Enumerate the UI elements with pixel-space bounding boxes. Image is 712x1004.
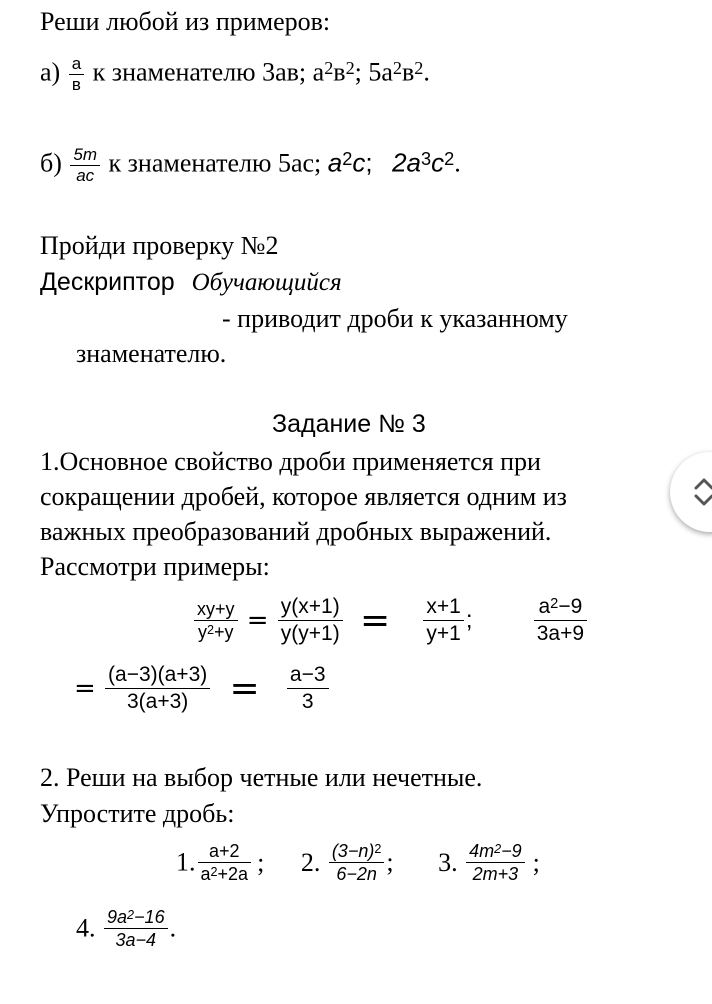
example-b <box>40 145 461 186</box>
equals-sign: = <box>246 605 269 636</box>
example-fraction-3 <box>423 594 463 647</box>
exercise-3-label: 3. <box>438 847 458 877</box>
separator: ; <box>532 847 540 877</box>
example-a-text: к знаменателю 3ав; а <box>92 57 325 87</box>
exercise-4-fraction <box>104 906 168 951</box>
fraction-denominator: в <box>71 75 81 94</box>
fraction-numerator <box>329 840 385 863</box>
task3-paragraph-3: важных преобразований дробных выражений. <box>40 517 552 546</box>
fraction-numerator: a+2 <box>198 840 252 863</box>
example-fraction-2 <box>278 594 343 647</box>
equals-sign: = <box>359 600 391 641</box>
scroll-up-down-icon <box>692 474 712 510</box>
text-part: −9 <box>501 841 522 861</box>
exponent: 2 <box>210 864 218 879</box>
descriptor-label: Дескриптор <box>40 268 175 296</box>
fraction-denominator: ac <box>76 166 95 185</box>
text-part: −9 <box>558 595 583 618</box>
fraction-numerator: (a−3)(a+3) <box>105 662 210 689</box>
fraction-numerator: а <box>69 54 84 75</box>
exponent: 2 <box>494 841 502 856</box>
text-part: (3−n) <box>331 841 375 861</box>
fraction-numerator <box>104 906 168 929</box>
math-part: c <box>352 147 366 178</box>
fraction-denominator: y+1 <box>426 622 461 645</box>
example-b-text: к знаменателю 5ас; <box>108 148 322 178</box>
example-b-prefix: б) <box>40 148 62 178</box>
exponent: 3 <box>421 149 432 170</box>
exponent: 2 <box>374 841 382 856</box>
text-part: 4m <box>469 841 495 861</box>
exercises-row <box>176 840 540 885</box>
exponent: 2 <box>392 58 403 79</box>
exercise-3-fraction <box>466 840 525 885</box>
part2-paragraph-2: Упростите дробь: <box>40 799 235 828</box>
task3-paragraph-4: Рассмотри примеры: <box>40 552 270 581</box>
fraction-numerator <box>534 594 587 621</box>
descriptor-item-2: знаменателю. <box>76 339 227 368</box>
text-part: −16 <box>134 907 165 927</box>
exercise-4-row <box>76 906 176 951</box>
exercise-1-label: 1. <box>176 847 196 877</box>
separator: . <box>169 913 177 943</box>
example-fraction-4 <box>534 594 587 647</box>
fraction-numerator: a−3 <box>287 662 329 689</box>
fraction-numerator: x+1 <box>423 594 463 621</box>
exercise-1-fraction <box>198 840 252 885</box>
text-part: 9a <box>107 907 128 927</box>
text-part: в <box>402 57 415 87</box>
exercise-4-label: 4. <box>76 913 96 943</box>
check-line: Пройди проверку №2 <box>40 231 279 260</box>
part2-paragraph-1: 2. Реши на выбор четные или нечетные. <box>40 763 483 792</box>
descriptor-subject: Обучающийся <box>191 269 342 296</box>
fraction-denominator <box>198 863 252 885</box>
text-part: y <box>197 622 207 642</box>
exponent: 2 <box>345 58 355 79</box>
scroll-button[interactable] <box>670 452 712 532</box>
exponent: 2 <box>324 58 334 79</box>
equals-sign: = <box>74 673 96 704</box>
fraction-denominator: 3 <box>301 690 314 713</box>
example-a <box>40 54 430 95</box>
task3-paragraph-2: сокращении дробей, которое является одним из <box>40 482 567 511</box>
exponent: 2 <box>414 58 424 79</box>
separator: ; <box>386 847 394 877</box>
fraction-denominator <box>194 621 238 643</box>
fraction-denominator: 2m+3 <box>472 864 519 884</box>
text-part: +2a <box>217 864 249 884</box>
task3-title: Задание № 3 <box>272 410 426 438</box>
examples-row-2 <box>74 662 331 715</box>
exponent: 2 <box>127 907 135 922</box>
fraction-numerator: y(x+1) <box>278 594 343 621</box>
fraction-denominator: 3a−4 <box>115 930 157 950</box>
example-fraction-1 <box>194 598 238 643</box>
exercise-2-label: 2. <box>300 847 321 877</box>
math-part: c <box>431 147 445 178</box>
example-a-prefix: а) <box>40 57 61 87</box>
separator: ; <box>465 606 473 634</box>
fraction-numerator <box>466 840 525 863</box>
exponent: 2 <box>342 149 353 170</box>
text-part: ; 5а <box>354 57 393 87</box>
exponent: 2 <box>444 149 455 170</box>
descriptor-item-1: - приводит дроби к указанному <box>222 304 568 333</box>
descriptor-line <box>40 266 342 299</box>
fraction-numerator: 5m <box>70 145 100 166</box>
text-part: a <box>200 864 211 884</box>
example-a-fraction <box>69 54 84 95</box>
task3-paragraph-1: 1.Основное свойство дроби применяется при <box>40 447 541 476</box>
examples-row-1 <box>192 594 589 647</box>
fraction-denominator: 6−2n <box>336 864 377 884</box>
example-b-fraction <box>70 145 100 186</box>
fraction-denominator: y(y+1) <box>280 622 340 645</box>
intro-line: Реши любой из примеров: <box>40 7 331 36</box>
example-fraction-5 <box>105 662 210 715</box>
text-part: . <box>423 57 430 87</box>
fraction-denominator: 3(a+3) <box>126 690 189 713</box>
fraction-numerator: xy+y <box>194 598 238 621</box>
fraction-denominator: 3a+9 <box>536 622 585 645</box>
exponent: 2 <box>206 622 214 637</box>
separator: ; <box>257 847 265 877</box>
text-part: a <box>538 595 551 618</box>
equals-sign: = <box>229 668 260 709</box>
text-part: . <box>454 148 461 178</box>
exercise-2-fraction <box>329 840 385 885</box>
separator: ; <box>365 147 373 178</box>
example-fraction-6 <box>287 662 329 715</box>
math-part: 2a <box>392 147 422 178</box>
math-part: a <box>327 147 343 178</box>
text-part: в <box>333 57 346 87</box>
text-part: +y <box>214 622 234 642</box>
exponent: 2 <box>550 595 559 612</box>
